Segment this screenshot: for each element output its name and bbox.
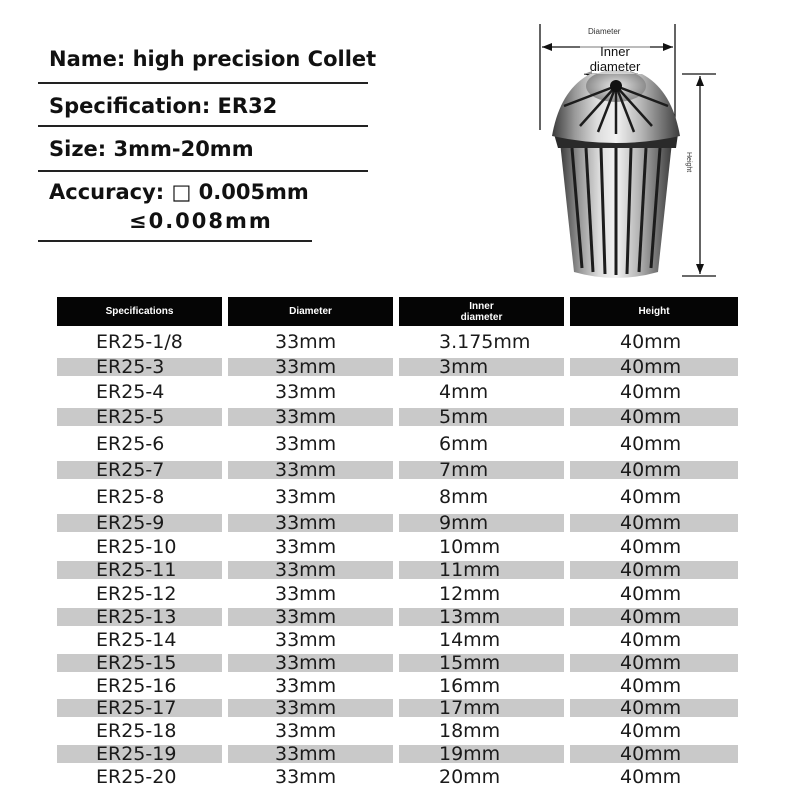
cell-spec: ER25-10 [96,536,177,558]
cell-inner-diameter: 12mm [439,583,501,605]
cell-height: 40mm [620,406,682,428]
cell-height: 40mm [620,536,682,558]
cell-height: 40mm [620,512,682,534]
cell-inner-diameter: 5mm [439,406,489,428]
cell-inner-diameter: 11mm [439,559,501,581]
cell-inner-diameter: 3.175mm [439,331,531,353]
diameter-label: Diameter [588,27,621,36]
cell-height: 40mm [620,433,682,455]
divider-spec [38,125,368,127]
cell-diameter: 33mm [275,512,337,534]
cell-height: 40mm [620,652,682,674]
cell-diameter: 33mm [275,559,337,581]
cell-inner-diameter: 20mm [439,766,501,788]
cell-spec: ER25-15 [96,652,177,674]
cell-spec: ER25-14 [96,629,177,651]
cell-spec: ER25-17 [96,697,177,719]
cell-diameter: 33mm [275,406,337,428]
cell-diameter: 33mm [275,381,337,403]
cell-inner-diameter: 17mm [439,697,501,719]
cell-spec: ER25-1/8 [96,331,183,353]
cell-diameter: 33mm [275,486,337,508]
cell-inner-diameter: 14mm [439,629,501,651]
height-label: Height [685,152,692,173]
cell-height: 40mm [620,743,682,765]
cell-inner-diameter: 10mm [439,536,501,558]
cell-inner-diameter: 19mm [439,743,501,765]
cell-spec: ER25-3 [96,356,165,378]
cell-diameter: 33mm [275,356,337,378]
cell-diameter: 33mm [275,697,337,719]
cell-spec: ER25-9 [96,512,165,534]
cell-height: 40mm [620,766,682,788]
cell-height: 40mm [620,606,682,628]
cell-inner-diameter: 7mm [439,459,489,481]
cell-diameter: 33mm [275,583,337,605]
cell-spec: ER25-19 [96,743,177,765]
cell-diameter: 33mm [275,766,337,788]
product-size: Size: 3mm-20mm [49,137,254,161]
cell-spec: ER25-16 [96,675,177,697]
product-accuracy: Accuracy: □ 0.005mm [49,180,309,204]
cell-height: 40mm [620,356,682,378]
cell-spec: ER25-8 [96,486,165,508]
divider-size [38,170,368,172]
divider-accuracy [38,240,312,242]
cell-spec: ER25-12 [96,583,177,605]
inner-diameter-label: Inner diameter [580,44,650,74]
cell-height: 40mm [620,381,682,403]
cell-inner-diameter: 18mm [439,720,501,742]
product-specification: Specification: ER32 [49,94,278,118]
cell-inner-diameter: 6mm [439,433,489,455]
cell-height: 40mm [620,675,682,697]
cell-diameter: 33mm [275,743,337,765]
cell-spec: ER25-20 [96,766,177,788]
product-name: Name: high precision Collet [49,47,377,71]
cell-diameter: 33mm [275,720,337,742]
cell-spec: ER25-6 [96,433,165,455]
cell-diameter: 33mm [275,675,337,697]
cell-diameter: 33mm [275,536,337,558]
cell-height: 40mm [620,720,682,742]
cell-height: 40mm [620,629,682,651]
product-accuracy-secondary: ≤0.008mm [129,209,273,233]
cell-height: 40mm [620,559,682,581]
cell-diameter: 33mm [275,629,337,651]
cell-inner-diameter: 13mm [439,606,501,628]
divider-name [38,82,368,84]
cell-diameter: 33mm [275,606,337,628]
cell-diameter: 33mm [275,433,337,455]
cell-spec: ER25-11 [96,559,177,581]
cell-spec: ER25-5 [96,406,165,428]
cell-inner-diameter: 8mm [439,486,489,508]
cell-diameter: 33mm [275,331,337,353]
cell-diameter: 33mm [275,652,337,674]
cell-diameter: 33mm [275,459,337,481]
header-inner-diameter: Inner diameter [399,297,564,326]
cell-height: 40mm [620,486,682,508]
cell-inner-diameter: 16mm [439,675,501,697]
cell-inner-diameter: 3mm [439,356,489,378]
cell-spec: ER25-13 [96,606,177,628]
collet-diagram [530,22,760,290]
cell-height: 40mm [620,697,682,719]
cell-spec: ER25-18 [96,720,177,742]
cell-height: 40mm [620,583,682,605]
header-height: Height [570,297,738,326]
cell-spec: ER25-7 [96,459,165,481]
cell-inner-diameter: 15mm [439,652,501,674]
cell-inner-diameter: 9mm [439,512,489,534]
header-diameter: Diameter [228,297,393,326]
cell-height: 40mm [620,331,682,353]
header-specifications: Specifications [57,297,222,326]
cell-inner-diameter: 4mm [439,381,489,403]
cell-height: 40mm [620,459,682,481]
cell-spec: ER25-4 [96,381,165,403]
